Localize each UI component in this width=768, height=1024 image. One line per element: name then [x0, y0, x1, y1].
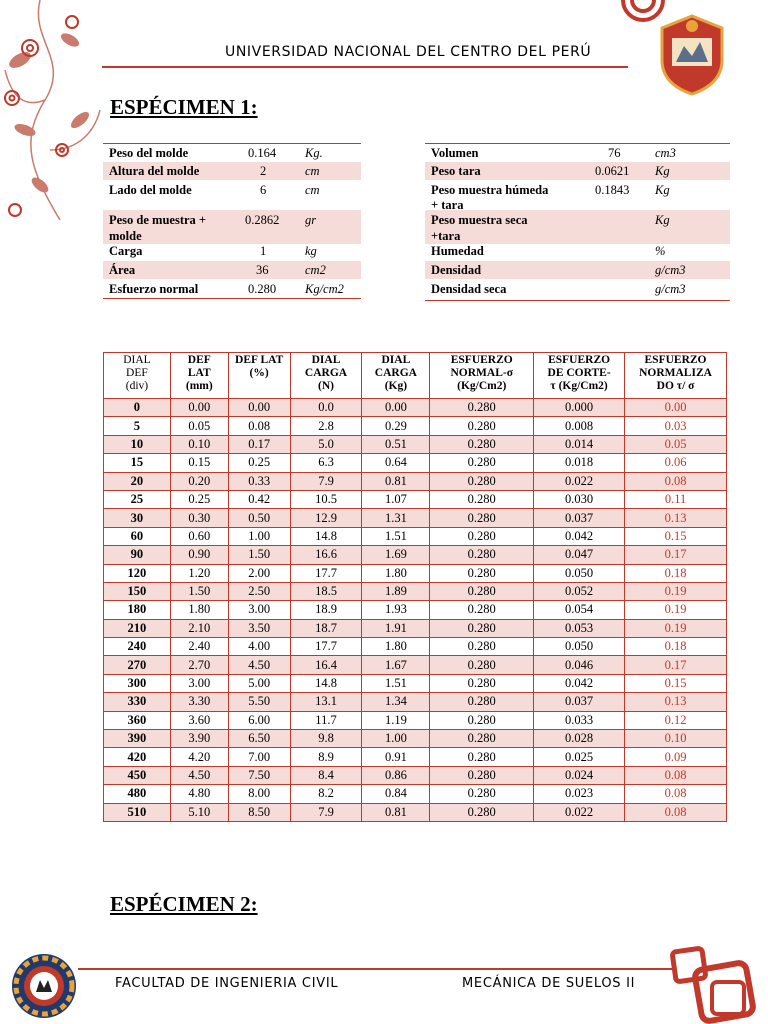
table-cell: 0.33: [228, 472, 290, 490]
info-unit: cm: [305, 183, 320, 197]
table-cell: 1.93: [362, 601, 430, 619]
table-cell: 0.81: [362, 803, 430, 821]
column-header: [534, 353, 625, 399]
table-cell: 0.280: [430, 472, 534, 490]
table-cell: 7.50: [228, 766, 290, 784]
table-cell: 0.17: [625, 546, 727, 564]
table-cell: 0.280: [430, 730, 534, 748]
table-cell: 1.51: [362, 527, 430, 545]
floral-ornament-icon: [0, 0, 110, 240]
table-cell: 5.0: [290, 435, 362, 453]
specimen-1-title: ESPÉCIMEN 1:: [110, 95, 258, 119]
table-cell: 360: [104, 711, 171, 729]
table-cell: 0.042: [534, 527, 625, 545]
table-cell: 1.80: [362, 564, 430, 582]
table-cell: 0.280: [430, 748, 534, 766]
table-cell: 0.06: [625, 454, 727, 472]
table-cell: 0.13: [625, 693, 727, 711]
info-label: Altura del molde: [109, 164, 200, 178]
table-cell: 7.9: [290, 803, 362, 821]
table-cell: 0.17: [625, 656, 727, 674]
info-unit: kg: [305, 244, 317, 258]
table-cell: 30: [104, 509, 171, 527]
table-cell: 0.15: [625, 674, 727, 692]
table-cell: 3.30: [170, 693, 228, 711]
table-row: [104, 435, 727, 453]
table-row: [104, 730, 727, 748]
table-cell: 0.29: [362, 417, 430, 435]
column-header-line: LAT: [187, 367, 211, 379]
column-header-line: CARGA: [304, 367, 348, 379]
column-header-line: DEF LAT: [235, 354, 284, 366]
table-cell: 18.9: [290, 601, 362, 619]
table-cell: 3.00: [228, 601, 290, 619]
info-unit: Kg: [655, 164, 670, 178]
table-cell: 0.05: [625, 435, 727, 453]
table-cell: 0.20: [170, 472, 228, 490]
column-header-line: (%): [249, 367, 269, 379]
info-label-cont: + tara: [431, 198, 464, 212]
table-cell: 0.86: [362, 766, 430, 784]
table-cell: 0.280: [430, 638, 534, 656]
info-value: 76: [608, 146, 621, 160]
table-cell: 0.08: [625, 766, 727, 784]
table-cell: 0.280: [430, 399, 534, 417]
table-cell: 0.10: [170, 435, 228, 453]
table-cell: 2.8: [290, 417, 362, 435]
table-cell: 300: [104, 674, 171, 692]
column-header: [228, 353, 290, 399]
table-cell: 0.280: [430, 674, 534, 692]
header-divider: [102, 66, 628, 68]
table-cell: 2.40: [170, 638, 228, 656]
table-cell: 0.046: [534, 656, 625, 674]
table-cell: 16.4: [290, 656, 362, 674]
table-cell: 0.023: [534, 785, 625, 803]
column-header-line: (N): [318, 380, 334, 392]
info-value: 36: [256, 263, 269, 277]
column-header: [625, 353, 727, 399]
table-cell: 0.280: [430, 435, 534, 453]
table-cell: 4.20: [170, 748, 228, 766]
faculty-name: FACULTAD DE INGENIERIA CIVIL: [115, 976, 339, 991]
info-label: Carga: [109, 244, 143, 258]
table-cell: 4.00: [228, 638, 290, 656]
table-cell: 0.280: [430, 785, 534, 803]
table-cell: 0.00: [362, 399, 430, 417]
table-cell: 0.19: [625, 601, 727, 619]
column-header-line: (Kg): [384, 380, 408, 392]
column-header-line: NORMALIZA: [639, 367, 712, 379]
column-header: [170, 353, 228, 399]
column-header-line: (div): [125, 380, 149, 392]
column-header-line: DEF: [126, 367, 148, 379]
column-header-line: τ (Kg/Cm2): [550, 380, 608, 392]
table-cell: 450: [104, 766, 171, 784]
table-cell: 5.00: [228, 674, 290, 692]
table-cell: 4.80: [170, 785, 228, 803]
table-cell: 1.51: [362, 674, 430, 692]
info-unit: g/cm3: [655, 282, 686, 296]
info-value: 2: [260, 164, 267, 178]
table-cell: 6.3: [290, 454, 362, 472]
table-cell: 5.10: [170, 803, 228, 821]
table-cell: 1.00: [228, 527, 290, 545]
info-value: 0.280: [248, 282, 277, 296]
table-row: [104, 509, 727, 527]
table-cell: 0.030: [534, 490, 625, 508]
table-row: [104, 454, 727, 472]
table-cell: 0.18: [625, 564, 727, 582]
table-cell: 3.00: [170, 674, 228, 692]
info-rule: [425, 300, 730, 301]
table-cell: 0.19: [625, 619, 727, 637]
table-cell: 14.8: [290, 527, 362, 545]
table-cell: 6.50: [228, 730, 290, 748]
table-cell: 0.11: [625, 490, 727, 508]
table-cell: 0.280: [430, 490, 534, 508]
column-header-line: DIAL: [311, 354, 341, 366]
table-cell: 8.4: [290, 766, 362, 784]
table-cell: 330: [104, 693, 171, 711]
table-row: [104, 693, 727, 711]
info-label-cont: +tara: [431, 229, 461, 243]
table-cell: 0.280: [430, 711, 534, 729]
info-rule: [425, 143, 730, 144]
table-cell: 15: [104, 454, 171, 472]
table-cell: 5.50: [228, 693, 290, 711]
table-row: [104, 490, 727, 508]
table-cell: 1.07: [362, 490, 430, 508]
info-unit: gr: [305, 213, 317, 227]
table-cell: 8.50: [228, 803, 290, 821]
table-cell: 8.00: [228, 785, 290, 803]
info-unit: cm2: [305, 263, 326, 277]
table-cell: 0.024: [534, 766, 625, 784]
info-rule: [103, 298, 361, 299]
table-cell: 0.025: [534, 748, 625, 766]
table-cell: 3.60: [170, 711, 228, 729]
table-cell: 25: [104, 490, 171, 508]
table-cell: 0.13: [625, 509, 727, 527]
info-label: Peso muestra seca: [431, 213, 528, 227]
column-header-line: (Kg/Cm2): [457, 380, 507, 392]
column-header-line: ESFUERZO: [450, 354, 513, 366]
table-cell: 0.280: [430, 527, 534, 545]
table-cell: 0.90: [170, 546, 228, 564]
info-label: Densidad: [431, 263, 482, 277]
table-cell: 0.08: [625, 785, 727, 803]
info-value: 6: [260, 183, 267, 197]
table-cell: 0.022: [534, 803, 625, 821]
table-cell: 10: [104, 435, 171, 453]
table-cell: 0.05: [170, 417, 228, 435]
table-cell: 0.08: [625, 803, 727, 821]
table-row: [104, 674, 727, 692]
info-unit: cm3: [655, 146, 676, 160]
university-seal-icon: [656, 14, 728, 96]
table-cell: 0.042: [534, 674, 625, 692]
table-cell: 0.81: [362, 472, 430, 490]
table-row: [104, 546, 727, 564]
info-unit: cm: [305, 164, 320, 178]
table-cell: 1.34: [362, 693, 430, 711]
table-cell: 0.84: [362, 785, 430, 803]
table-cell: 1.89: [362, 582, 430, 600]
footer-divider: [78, 968, 674, 970]
table-cell: 1.00: [362, 730, 430, 748]
table-cell: 18.5: [290, 582, 362, 600]
table-cell: 0.00: [625, 399, 727, 417]
table-cell: 180: [104, 601, 171, 619]
table-cell: 0.18: [625, 638, 727, 656]
info-unit: Kg: [655, 213, 670, 227]
table-cell: 0.19: [625, 582, 727, 600]
table-cell: 1.50: [228, 546, 290, 564]
table-cell: 0.280: [430, 766, 534, 784]
table-cell: 1.67: [362, 656, 430, 674]
info-value: 0.2862: [245, 213, 280, 227]
table-cell: 0.018: [534, 454, 625, 472]
table-cell: 510: [104, 803, 171, 821]
table-cell: 0.008: [534, 417, 625, 435]
table-cell: 0.15: [170, 454, 228, 472]
table-cell: 2.00: [228, 564, 290, 582]
info-unit: Kg/cm2: [305, 282, 344, 296]
table-cell: 0.050: [534, 564, 625, 582]
info-label: Área: [109, 263, 136, 277]
table-cell: 0.280: [430, 509, 534, 527]
table-cell: 17.7: [290, 564, 362, 582]
table-row: [104, 803, 727, 821]
table-cell: 0.033: [534, 711, 625, 729]
info-label: Densidad seca: [431, 282, 507, 296]
table-cell: 11.7: [290, 711, 362, 729]
column-header: [362, 353, 430, 399]
table-row: [104, 785, 727, 803]
table-cell: 0.280: [430, 546, 534, 564]
info-label-cont: molde: [109, 229, 142, 243]
table-cell: 0.052: [534, 582, 625, 600]
column-header: [290, 353, 362, 399]
table-cell: 9.8: [290, 730, 362, 748]
info-label: Esfuerzo normal: [109, 282, 199, 296]
table-cell: 0.0: [290, 399, 362, 417]
table-cell: 0.25: [228, 454, 290, 472]
info-label: Peso tara: [431, 164, 481, 178]
table-cell: 1.91: [362, 619, 430, 637]
info-label: Lado del molde: [109, 183, 192, 197]
table-cell: 0.10: [625, 730, 727, 748]
table-cell: 1.80: [170, 601, 228, 619]
table-cell: 150: [104, 582, 171, 600]
table-cell: 0.280: [430, 417, 534, 435]
table-cell: 0.280: [430, 693, 534, 711]
table-cell: 210: [104, 619, 171, 637]
column-header: [430, 353, 534, 399]
table-cell: 0.30: [170, 509, 228, 527]
table-cell: 5: [104, 417, 171, 435]
table-cell: 0.50: [228, 509, 290, 527]
table-row: [104, 527, 727, 545]
table-cell: 18.7: [290, 619, 362, 637]
table-cell: 14.8: [290, 674, 362, 692]
table-cell: 0.053: [534, 619, 625, 637]
squares-ornament-icon: [668, 942, 768, 1024]
table-cell: 1.50: [170, 582, 228, 600]
table-cell: 0: [104, 399, 171, 417]
table-cell: 420: [104, 748, 171, 766]
table-cell: 0.42: [228, 490, 290, 508]
table-cell: 8.2: [290, 785, 362, 803]
table-cell: 2.70: [170, 656, 228, 674]
table-cell: 0.60: [170, 527, 228, 545]
table-body: [104, 399, 727, 822]
table-cell: 6.00: [228, 711, 290, 729]
column-header: [104, 353, 171, 399]
table-cell: 0.280: [430, 454, 534, 472]
table-cell: 0.037: [534, 509, 625, 527]
table-cell: 0.12: [625, 711, 727, 729]
column-header-line: ESFUERZO: [644, 354, 707, 366]
table-row: [104, 711, 727, 729]
column-header-line: DE CORTE-: [547, 367, 611, 379]
table-cell: 0.00: [228, 399, 290, 417]
table-cell: 0.64: [362, 454, 430, 472]
course-name: MECÁNICA DE SUELOS II: [462, 976, 636, 991]
column-header-line: ESFUERZO: [548, 354, 611, 366]
table-row: [104, 601, 727, 619]
table-cell: 7.9: [290, 472, 362, 490]
table-row: [104, 638, 727, 656]
table-cell: 17.7: [290, 638, 362, 656]
column-header-line: (mm): [185, 380, 213, 392]
table-cell: 120: [104, 564, 171, 582]
table-cell: 12.9: [290, 509, 362, 527]
info-label: Volumen: [431, 146, 479, 160]
table-cell: 4.50: [228, 656, 290, 674]
info-unit: Kg.: [305, 146, 323, 160]
table-cell: 0.000: [534, 399, 625, 417]
table-cell: 0.280: [430, 564, 534, 582]
table-cell: 240: [104, 638, 171, 656]
table-cell: 0.08: [625, 472, 727, 490]
info-label: Peso muestra húmeda: [431, 183, 549, 197]
info-unit: Kg: [655, 183, 670, 197]
table-cell: 390: [104, 730, 171, 748]
table-cell: 0.047: [534, 546, 625, 564]
table-cell: 1.20: [170, 564, 228, 582]
table-cell: 10.5: [290, 490, 362, 508]
table-cell: 8.9: [290, 748, 362, 766]
table-cell: 0.037: [534, 693, 625, 711]
table-cell: 0.028: [534, 730, 625, 748]
table-cell: 1.69: [362, 546, 430, 564]
table-cell: 1.31: [362, 509, 430, 527]
table-cell: 16.6: [290, 546, 362, 564]
table-cell: 3.50: [228, 619, 290, 637]
table-cell: 0.280: [430, 582, 534, 600]
table-cell: 0.08: [228, 417, 290, 435]
column-header-line: NORMAL-σ: [450, 367, 513, 379]
info-value: 0.0621: [595, 164, 630, 178]
table-cell: 0.280: [430, 619, 534, 637]
table-cell: 90: [104, 546, 171, 564]
table-cell: 0.050: [534, 638, 625, 656]
table-cell: 0.03: [625, 417, 727, 435]
table-cell: 1.19: [362, 711, 430, 729]
table-cell: 3.90: [170, 730, 228, 748]
table-row: [104, 417, 727, 435]
info-value: 1: [260, 244, 267, 258]
table-cell: 20: [104, 472, 171, 490]
info-label: Peso del molde: [109, 146, 189, 160]
table-cell: 0.00: [170, 399, 228, 417]
table-cell: 0.280: [430, 656, 534, 674]
table-cell: 0.022: [534, 472, 625, 490]
table-cell: 1.80: [362, 638, 430, 656]
table-row: [104, 582, 727, 600]
table-cell: 0.280: [430, 803, 534, 821]
table-row: [104, 748, 727, 766]
table-cell: 270: [104, 656, 171, 674]
table-cell: 60: [104, 527, 171, 545]
column-header-line: DEF: [187, 354, 211, 366]
column-header-line: CARGA: [374, 367, 417, 379]
column-header-line: DIAL: [123, 354, 151, 366]
column-header-line: DIAL: [381, 354, 411, 366]
table-row: [104, 619, 727, 637]
column-header-line: DO τ/ σ: [656, 380, 695, 392]
info-rule: [103, 143, 361, 144]
table-row: [104, 766, 727, 784]
table-cell: 0.014: [534, 435, 625, 453]
info-value: 0.164: [248, 146, 277, 160]
table-cell: 0.15: [625, 527, 727, 545]
info-value: 0.1843: [595, 183, 630, 197]
table-cell: 2.10: [170, 619, 228, 637]
specimen-2-title: ESPÉCIMEN 2:: [110, 892, 258, 916]
table-cell: 13.1: [290, 693, 362, 711]
table-cell: 0.51: [362, 435, 430, 453]
table-cell: 0.280: [430, 601, 534, 619]
table-cell: 0.09: [625, 748, 727, 766]
table-cell: 0.054: [534, 601, 625, 619]
table-cell: 480: [104, 785, 171, 803]
university-title: UNIVERSIDAD NACIONAL DEL CENTRO DEL PERÚ: [225, 44, 592, 60]
table-cell: 0.25: [170, 490, 228, 508]
table-cell: 7.00: [228, 748, 290, 766]
shear-test-table: [103, 352, 727, 822]
faculty-logo-icon: [10, 952, 78, 1020]
info-unit: %: [655, 244, 666, 258]
table-row: [104, 656, 727, 674]
table-cell: 0.91: [362, 748, 430, 766]
table-cell: 4.50: [170, 766, 228, 784]
table-row: [104, 472, 727, 490]
info-label: Humedad: [431, 244, 484, 258]
info-label: Peso de muestra +: [109, 213, 207, 227]
table-cell: 0.17: [228, 435, 290, 453]
table-cell: 2.50: [228, 582, 290, 600]
table-row: [104, 399, 727, 417]
info-unit: g/cm3: [655, 263, 686, 277]
table-header-row: [104, 353, 727, 399]
table-row: [104, 564, 727, 582]
